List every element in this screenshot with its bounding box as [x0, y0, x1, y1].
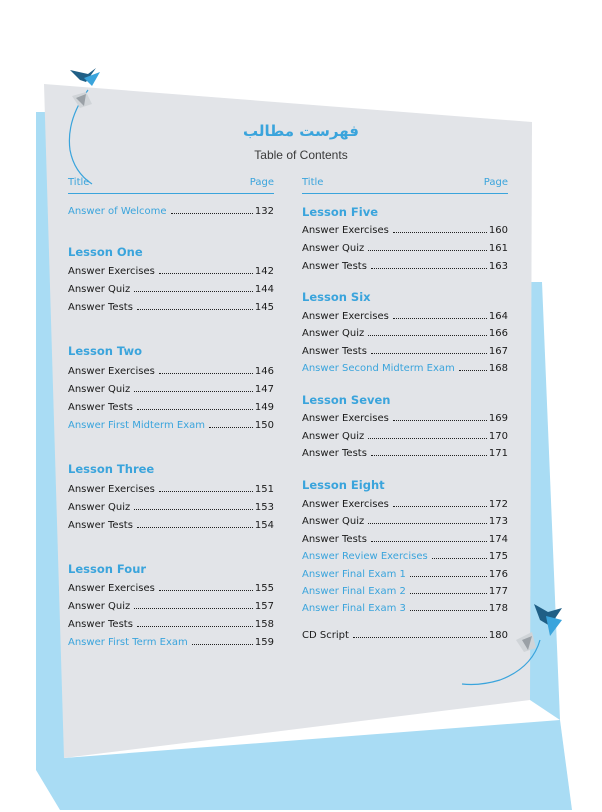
toc-entry[interactable]: Answer Exercises 172: [302, 499, 508, 510]
toc-entry[interactable]: Answer Tests 167: [302, 346, 508, 357]
toc-entry[interactable]: Answer Exercises 151: [68, 484, 274, 495]
toc-entry[interactable]: Answer Tests 158: [68, 619, 274, 630]
toc-entry[interactable]: Answer Quiz 161: [302, 243, 508, 254]
column-title-label: Title: [68, 177, 90, 188]
toc-entry[interactable]: Answer Exercises 146: [68, 366, 274, 377]
toc-entry[interactable]: Answer Final Exam 1 176: [302, 569, 508, 580]
lesson-five-heading: Lesson Five: [302, 205, 379, 219]
toc-entry[interactable]: Answer First Term Exam 159: [68, 637, 274, 648]
toc-entry[interactable]: Answer Quiz 147: [68, 384, 274, 395]
toc-entry[interactable]: Answer Tests 154: [68, 520, 274, 531]
toc-entry[interactable]: Answer Tests 163: [302, 261, 508, 272]
toc-entry[interactable]: Answer Exercises 164: [302, 311, 508, 322]
toc-entry[interactable]: Answer Second Midterm Exam 168: [302, 363, 508, 374]
toc-entry[interactable]: Answer First Midterm Exam 150: [68, 420, 274, 431]
toc-entry[interactable]: Answer Tests 149: [68, 402, 274, 413]
toc-entry[interactable]: Answer Final Exam 3 178: [302, 603, 508, 614]
lesson-one-heading: Lesson One: [68, 245, 143, 259]
column-header-right: [302, 177, 508, 194]
toc-entry[interactable]: Answer Tests 174: [302, 534, 508, 545]
lesson-two-heading: Lesson Two: [68, 344, 143, 358]
toc-entry[interactable]: Answer Final Exam 2 177: [302, 586, 508, 597]
toc-entry-welcome[interactable]: Answer of Welcome 132: [68, 206, 274, 217]
toc-entry[interactable]: Answer Quiz 173: [302, 516, 508, 527]
toc-column-right: [302, 177, 508, 657]
toc-entry[interactable]: Answer Quiz 166: [302, 328, 508, 339]
toc-entry[interactable]: Answer Quiz 144: [68, 284, 274, 295]
lesson-six-heading: Lesson Six: [302, 290, 371, 304]
toc-entry[interactable]: Answer Tests 145: [68, 302, 274, 313]
lesson-three-heading: Lesson Three: [68, 462, 155, 476]
column-title-label: Title: [302, 177, 324, 188]
toc-column-left: [68, 177, 274, 697]
lesson-four-heading: Lesson Four: [68, 562, 147, 576]
toc-entry[interactable]: Answer Review Exercises 175: [302, 551, 508, 562]
toc-entry[interactable]: Answer Quiz 170: [302, 431, 508, 442]
column-page-label: Page: [483, 177, 508, 188]
toc-entry[interactable]: Answer Exercises 155: [68, 583, 274, 594]
page-title-persian: فهرست مطالب: [243, 122, 359, 140]
toc-entry-cd-script[interactable]: CD Script 180: [302, 630, 508, 641]
toc-entry[interactable]: Answer Quiz 153: [68, 502, 274, 513]
lesson-seven-heading: Lesson Seven: [302, 393, 391, 407]
toc-entry[interactable]: Answer Exercises 142: [68, 266, 274, 277]
toc-entry[interactable]: Answer Quiz 157: [68, 601, 274, 612]
toc-entry[interactable]: Answer Tests 171: [302, 448, 508, 459]
page-title: Table of Contents: [254, 148, 348, 162]
toc-entry[interactable]: Answer Exercises 160: [302, 225, 508, 236]
leader-dots: [171, 213, 253, 214]
column-page-label: Page: [249, 177, 274, 188]
toc-entry[interactable]: Answer Exercises 169: [302, 413, 508, 424]
lesson-eight-heading: Lesson Eight: [302, 478, 385, 492]
column-header-left: [68, 177, 274, 194]
